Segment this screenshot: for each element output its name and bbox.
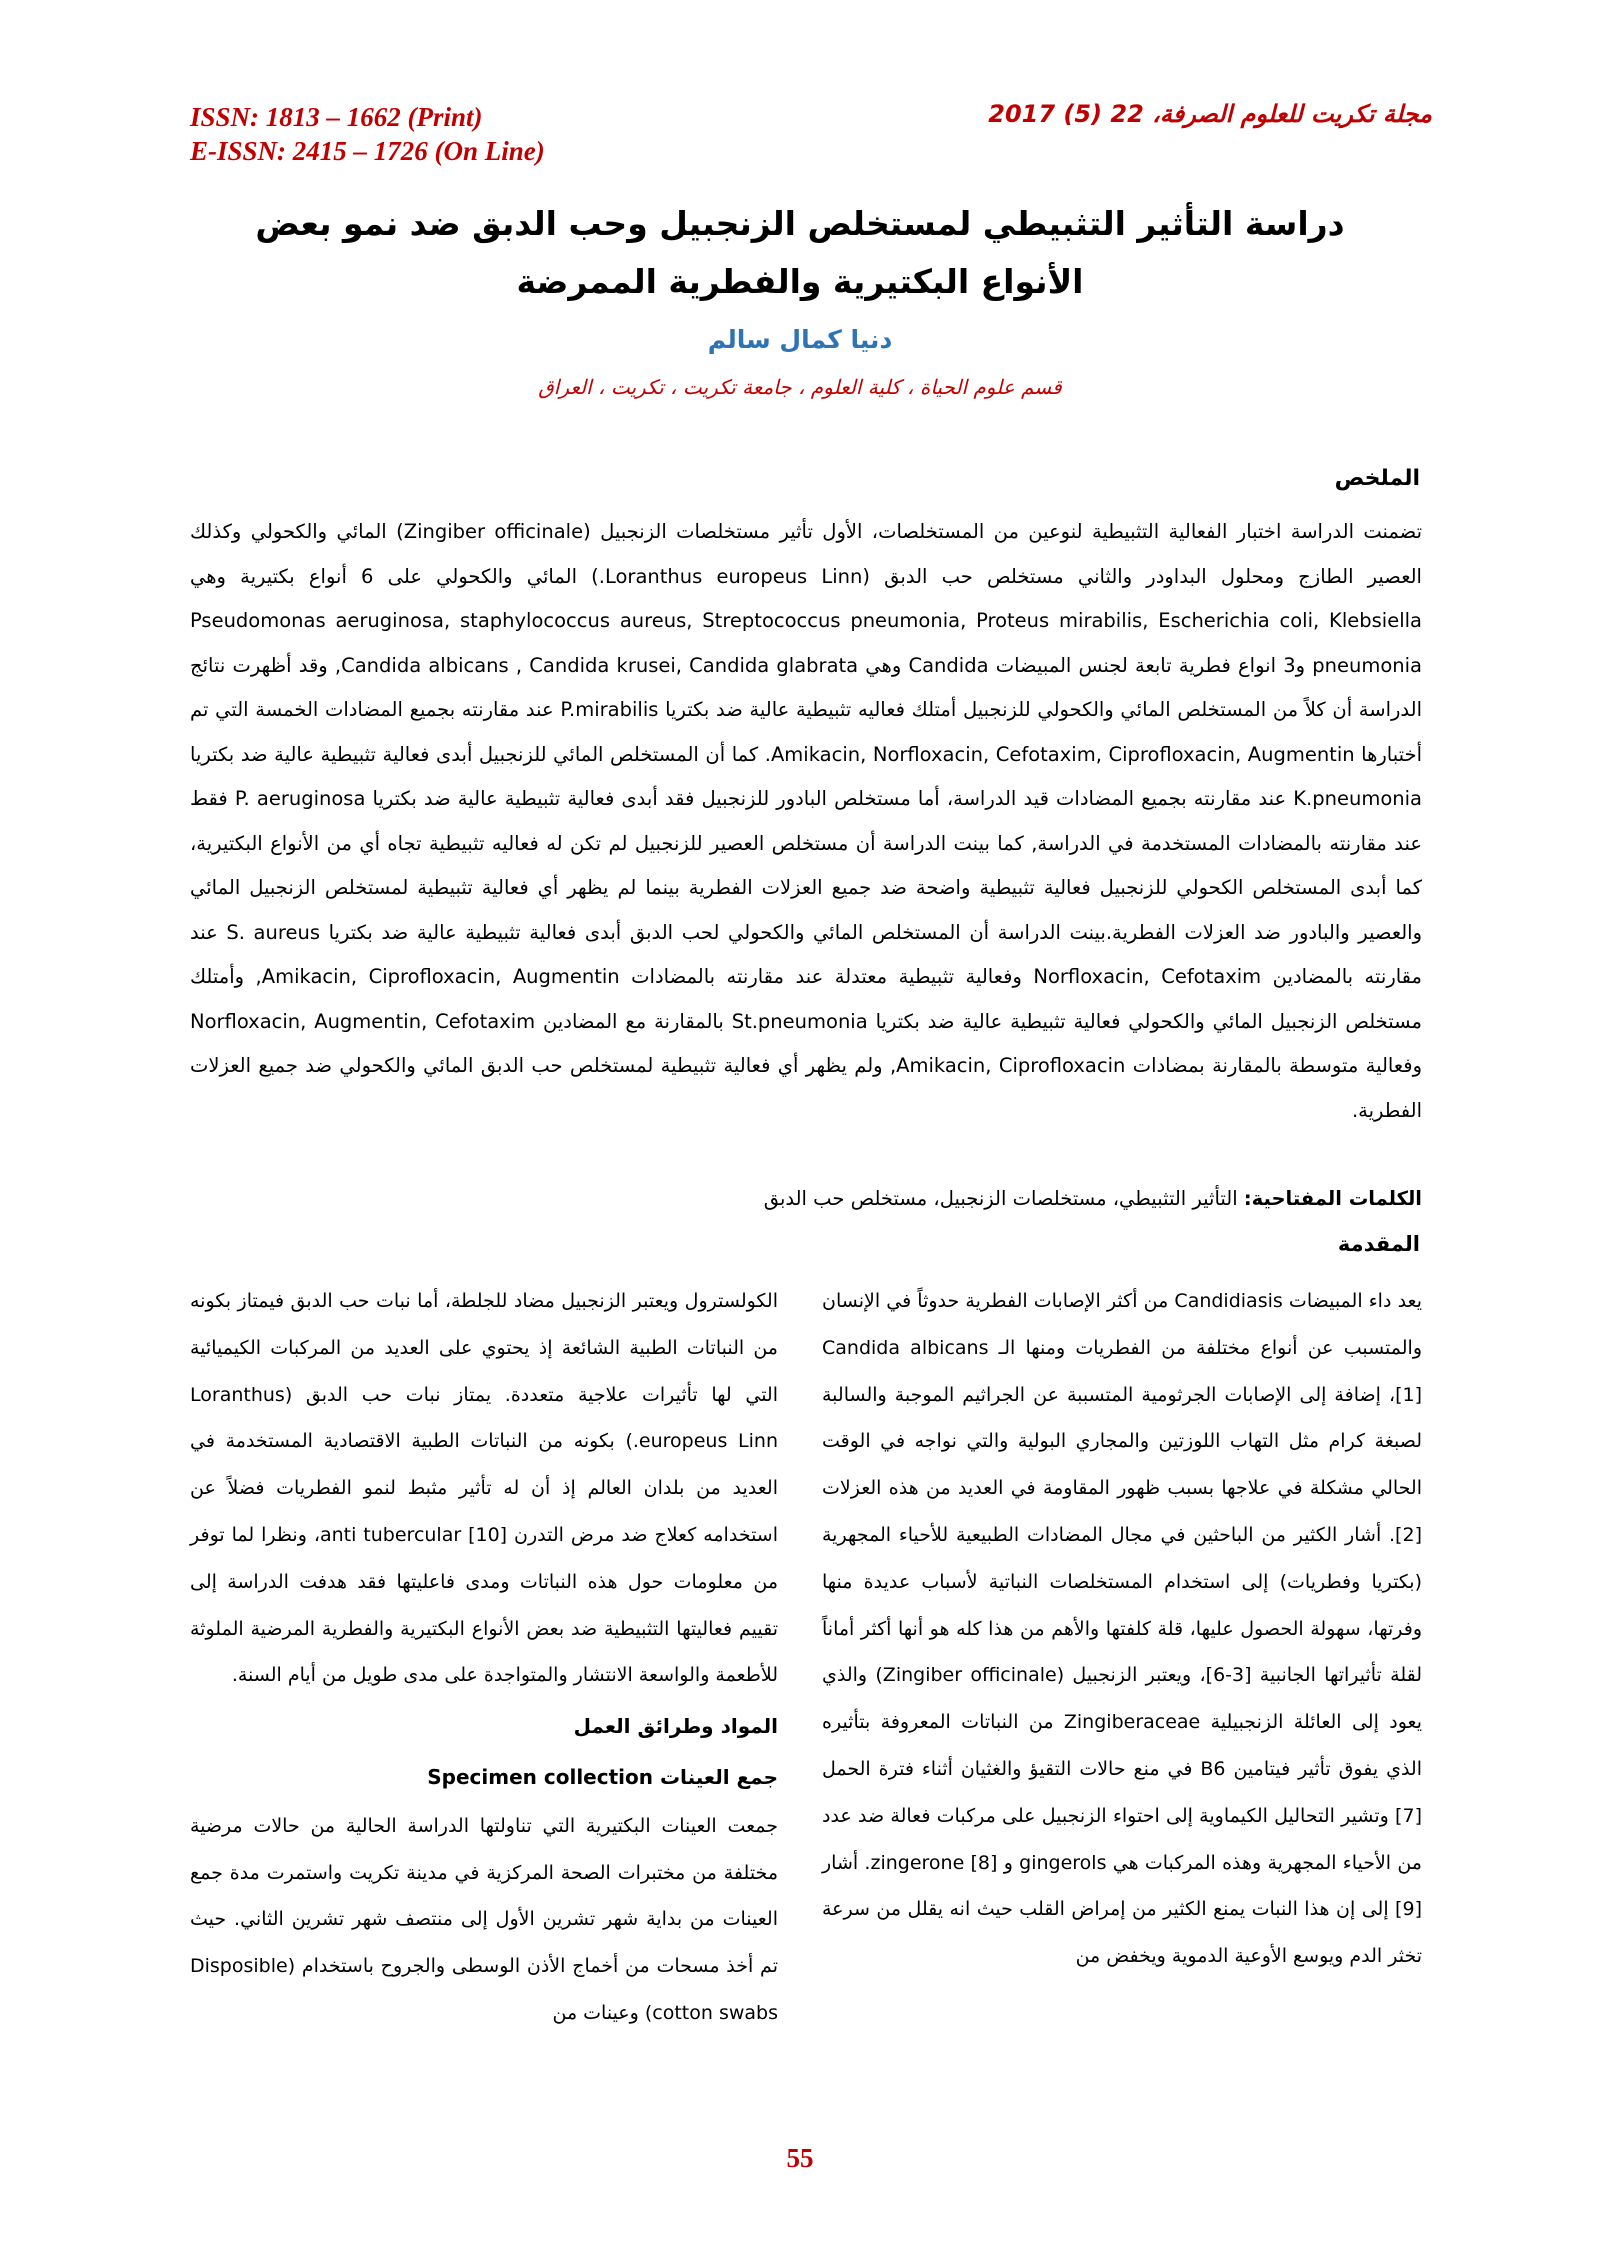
methods-heading: المواد وطرائق العمل — [573, 1714, 778, 1739]
intro-right-column — [822, 1278, 1422, 1980]
page-number: 55 — [786, 2143, 814, 2173]
abstract-heading: الملخص — [1334, 466, 1420, 491]
left-column — [190, 1278, 778, 2037]
issn-block — [190, 100, 545, 168]
specimen-heading: جمع العينات Specimen collection — [427, 1764, 778, 1789]
journal-citation: مجلة تكريت للعلوم الصرفة، 22 (5) 2017 — [988, 100, 1432, 128]
author-name: دنيا كمال سالم — [707, 325, 893, 354]
intro-continuation: الكولسترول ويعتبر الزنجبيل مضاد للجلطة، أما نبات حب الدبق فيمتاز بكونه من النباتات الطبية الشائعة إذ يحتوي على العديد من المركبات الكيميائية التي لها تأثيرات علاجية متعددة. يمتاز نبات حب الدبق (Loranthus europeus Linn.) بكونه من النباتات الطبية الاقتصادية المستخدمة في العديد من بلدان العالم إذ أن له تأثير مثبط لنمو الفطريات فضلاً عن استخدامه كعلاج ضد مرض التدرن anti tubercular [10]، ونظرا لما توفر من معلومات حول هذه النباتات ومدى فاعليتها فقد هدفت الدراسة إلى تقييم فعاليتها التثبيطية ضد بعض الأنواع البكتيرية والفطرية المرضية الملوثة للأطعمة والواسعة الانتشار والمتواجدة على مدى طويل من أيام السنة. — [190, 1290, 779, 1687]
article-title: دراسة التأثير التثبيطي لمستخلص الزنجبيل وحب الدبق ضد نمو بعض الأنواع البكتيرية والفطرية الممرضة — [255, 204, 1345, 301]
issn-online: E-ISSN: 2415 – 1726 (On Line) — [190, 136, 545, 166]
keywords — [190, 1187, 1422, 1210]
intro-paragraph: يعد داء المبيضات Candidiasis من أكثر الإصابات الفطرية حدوثاً في الإنسان والمتسبب عن أنواع مختلفة من الفطريات ومنها الـ Candida albicans [1]، إضافة إلى الإصابات الجرثومية المتسببة عن الجراثيم الموجبة والسالبة لصبغة كرام مثل التهاب اللوزتين والمجاري البولية والتي نواجه في الوقت الحالي مشكلة في علاجها بسبب ظهور المقاومة في العديد من هذه العزلات [2]. أشار الكثير من الباحثين في مجال المضادات الطبيعية للأحياء المجهرية (بكتريا وفطريات) إلى استخدام المستخلصات النباتية لأسباب عديدة منها وفرتها، سهولة الحصول عليها، قلة كلفتها والأهم من هذا كله هو أنها أكثر أماناً لقلة تأثيراتها الجانبية [3-6]، ويعتبر الزنجبيل (Zingiber officinale) والذي يعود إلى العائلة الزنجبيلية Zingiberaceae من النباتات المعروفة بتأثيره الذي يفوق تأثير فيتامين B6 في منع حالات التقيؤ والغثيان أثناء فترة الحمل [7] وتشير التحاليل الكيماوية إلى احتواء الزنجبيل على مركبات فعالة ضد عدد من الأحياء المجهرية وهذه المركبات هي gingerols و zingerone [8]. أشار [9] إلى إن هذا النبات يمنع الكثير من إمراض القلب حيث انه يقلل من سرعة تخثر الدم ويوسع الأوعية الدموية ويخفض من — [822, 1290, 1423, 1968]
abstract-body: تضمنت الدراسة اختبار الفعالية التثبيطية لنوعين من المستخلصات، الأول تأثير مستخلصات الزنجبيل (Zingiber officinale) المائي والكحولي وكذلك العصير الطازج ومحلول البداودر والثاني مستخلص حب الدبق (Loranthus europeus Linn.) المائي والكحولي على 6 أنواع بكتيرية وهي Pseudomonas aeruginosa, staphylococcus aureus, Streptococcus pneumonia, Proteus mirabilis, Escherichia coli, Klebsiella pneumonia و3 انواع فطرية تابعة لجنس المبيضات Candida وهي Candida albicans , Candida krusei, Candida glabrata, وقد أظهرت نتائج الدراسة أن كلاً من المستخلص المائي والكحولي للزنجبيل أمتلك فعاليه تثبيطية عالية ضد بكتريا P.mirabilis عند مقارنته بجميع المضادات الخمسة التي تم أختبارها Amikacin, Norfloxacin, Cefotaxim, Ciprofloxacin, Augmentin. كما أن المستخلص المائي للزنجبيل أبدى فعالية تثبيطية عالية ضد بكتريا K.pneumonia عند مقارنته بجميع المضادات قيد الدراسة، أما مستخلص البادور للزنجبيل فقد أبدى فعالية تثبيطية عالية ضد بكتريا P. aeruginosa فقط عند مقارنته بالمضادات المستخدمة في الدراسة, كما بينت الدراسة أن مستخلص العصير للزنجبيل لم تكن له فعاليه تثبيطية تجاه أي من الأنواع البكتيرية، كما أبدى المستخلص الكحولي للزنجبيل فعالية تثبيطية واضحة ضد جميع العزلات الفطرية بينما لم يظهر أي فعالية تثبيطية لمستخلص الزنجبيل المائي والعصير والبادور ضد العزلات الفطرية.بينت الدراسة أن المستخلص المائي والكحولي لحب الدبق أبدى فعالية تثبيطية عالية ضد بكتريا S. aureus عند مقارنته بالمضادين Norfloxacin, Cefotaxim وفعالية تثبيطية معتدلة عند مقارنته بالمضادات Amikacin, Ciprofloxacin, Augmentin, وأمتلك مستخلص الزنجبيل المائي والكحولي فعالية تثبيطية عالية ضد بكتريا St.pneumonia بالمقارنة مع المضادين Norfloxacin, Augmentin, Cefotaxim وفعالية متوسطة بالمقارنة بمضادات Amikacin, Ciprofloxacin, ولم يظهر أي فعالية تثبيطية لمستخلص حب الدبق المائي والكحولي ضد جميع العزلات الفطرية. — [190, 520, 1423, 1122]
intro-heading: المقدمة — [1337, 1232, 1420, 1256]
specimen-paragraph: جمعت العينات البكتيرية التي تناولتها الدراسة الحالية من حالات مرضية مختلفة من مختبرات الصحة المركزية في مدينة تكريت واستمرت مدة جمع العينات من بداية شهر تشرين الأول إلى منتصف شهر تشرين الثاني. حيث تم أخذ مسحات من أخماج الأذن الوسطى والجروح باستخدام (Disposible cotton swabs) وعينات من — [190, 1814, 778, 2024]
issn-print: ISSN: 1813 – 1662 (Print) — [190, 102, 483, 132]
keywords-label: الكلمات المفتاحية: — [1243, 1187, 1422, 1210]
author-affiliation: قسم علوم الحياة ، كلية العلوم ، جامعة تكريت ، تكريت ، العراق — [538, 375, 1062, 399]
keywords-text: التأثير التثبيطي، مستخلصات الزنجبيل، مستخلص حب الدبق — [763, 1187, 1238, 1210]
